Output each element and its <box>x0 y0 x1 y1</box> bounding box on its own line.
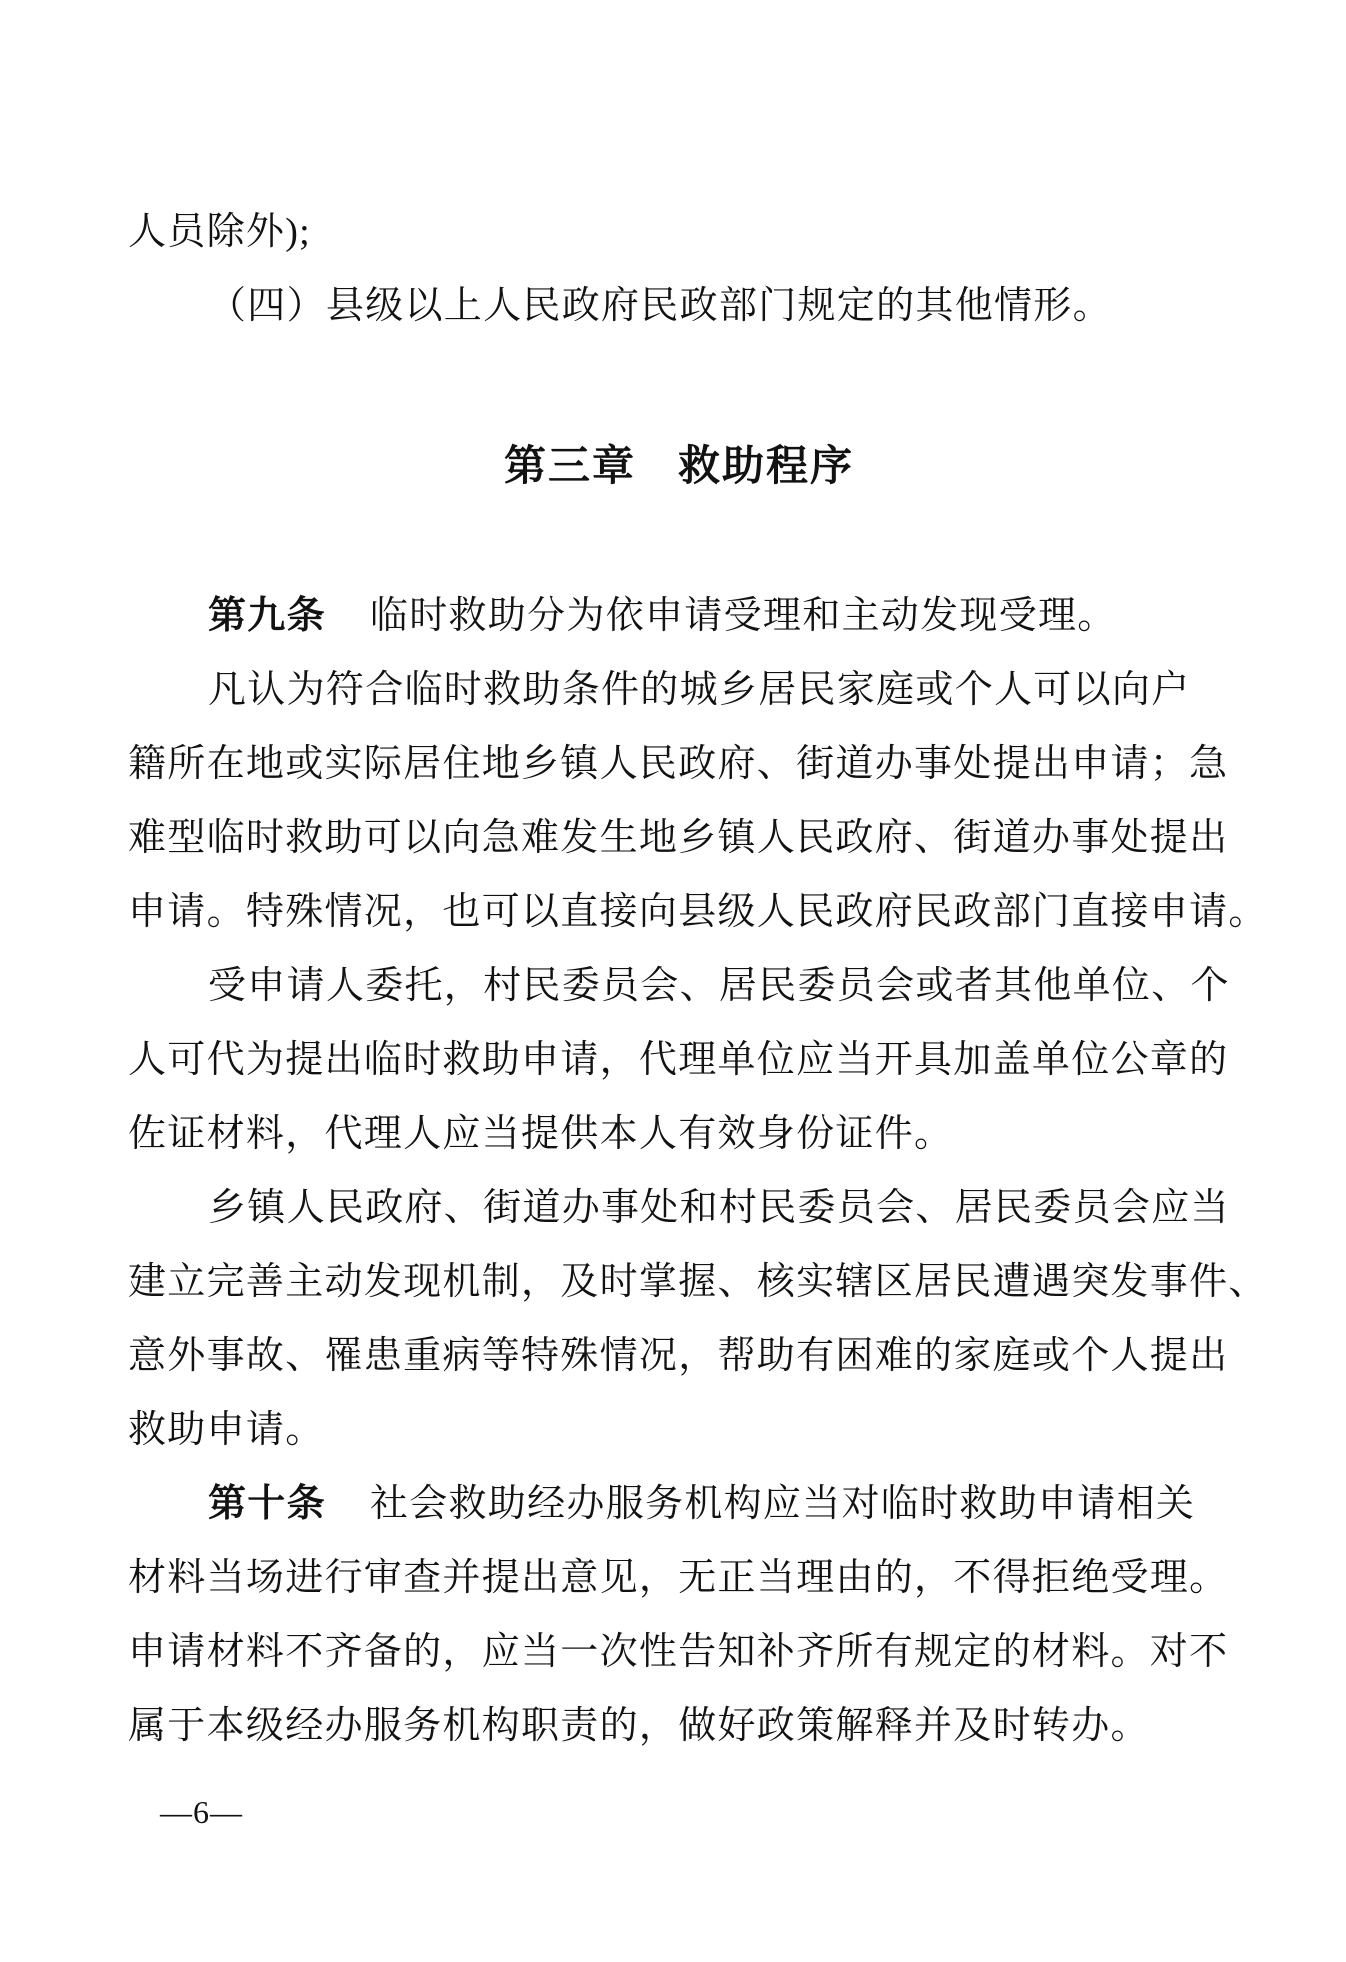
text-line: 属于本级经办服务机构职责的，做好政策解释并及时转办。 <box>128 1705 1150 1747</box>
text-line: 建立完善主动发现机制，及时掌握、核实辖区居民遭遇突发事件、 <box>128 1261 1268 1303</box>
text-line: 凡认为符合临时救助条件的城乡居民家庭或个人可以向户 <box>208 669 1191 711</box>
chapter-number: 第三章 <box>503 442 636 489</box>
text-line: 救助申请。 <box>128 1409 325 1451</box>
article-9-lead-text: 临时救助分为依申请受理和主动发现受理。 <box>369 595 1117 637</box>
text-line: 材料当场进行审查并提出意见，无正当理由的，不得拒绝受理。 <box>128 1557 1229 1599</box>
article-10-label: 第十条 <box>208 1483 326 1525</box>
text-line: 人员除外); <box>128 211 312 253</box>
article-10-lead <box>128 1467 1230 1541</box>
text-line: 乡镇人民政府、街道办事处和村民委员会、居民委员会应当 <box>208 1187 1230 1229</box>
list-item-four: （四）县级以上人民政府民政部门规定的其他情形。 <box>208 285 1112 327</box>
text-line: 申请材料不齐备的，应当一次性告知补齐所有规定的材料。对不 <box>128 1631 1229 1673</box>
chapter-title: 救助程序 <box>678 442 855 489</box>
text-line: 申请。特殊情况，也可以直接向县级人民政府民政部门直接申请。 <box>128 891 1268 933</box>
article-9-lead <box>128 579 1230 653</box>
text-line: 籍所在地或实际居住地乡镇人民政府、街道办事处提出申请；急 <box>128 743 1229 785</box>
text-line: 意外事故、罹患重病等特殊情况，帮助有困难的家庭或个人提出 <box>128 1335 1229 1377</box>
text-line: 人可代为提出临时救助申请，代理单位应当开具加盖单位公章的 <box>128 1039 1229 1081</box>
article-9-label: 第九条 <box>208 595 326 637</box>
chapter-heading <box>128 429 1230 503</box>
document-body <box>128 195 1268 1763</box>
article-10-lead-text: 社会救助经办服务机构应当对临时救助申请相关 <box>369 1483 1196 1525</box>
page-number: —6— <box>160 1794 243 1830</box>
text-line: 难型临时救助可以向急难发生地乡镇人民政府、街道办事处提出 <box>128 817 1229 859</box>
text-line: 佐证材料，代理人应当提供本人有效身份证件。 <box>128 1113 954 1155</box>
text-line: 受申请人委托，村民委员会、居民委员会或者其他单位、个 <box>208 965 1230 1007</box>
